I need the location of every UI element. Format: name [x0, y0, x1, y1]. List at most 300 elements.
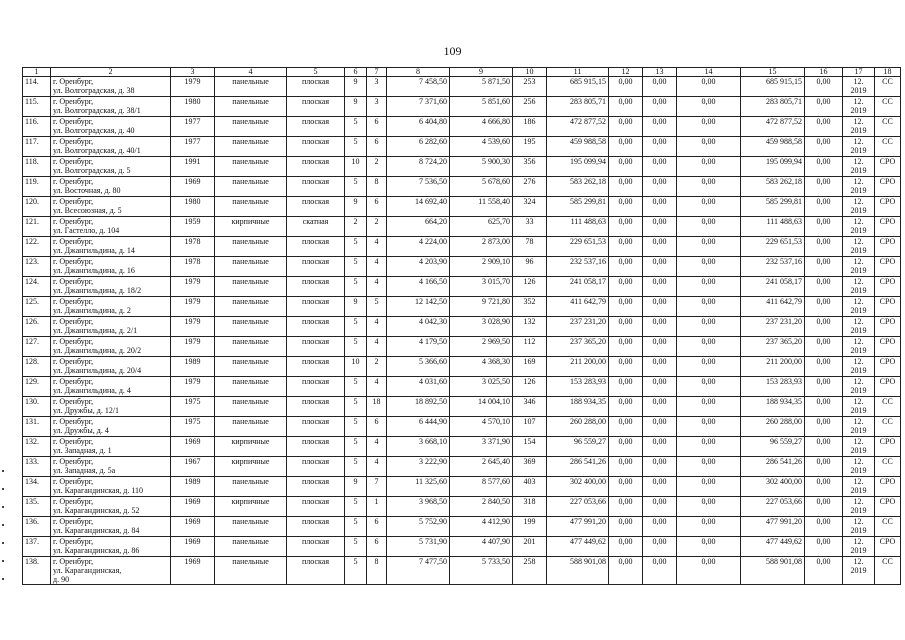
total-cost-cell: 411 642,79: [741, 297, 805, 317]
period-line: 2019: [850, 346, 867, 355]
period-line: 2019: [850, 366, 867, 375]
value-cell: 0,00: [805, 457, 843, 477]
value-cell: 0,00: [677, 137, 741, 157]
value-cell: 0,00: [643, 417, 677, 437]
table-row: [23, 197, 901, 217]
cost-cell: 227 053,66: [547, 497, 609, 517]
roof-type-cell: плоская: [287, 157, 345, 177]
total-area-cell: 5 731,90: [387, 537, 450, 557]
period-line: 2019: [850, 246, 867, 255]
row-number: 124.: [23, 277, 51, 297]
entrances-cell: 5: [367, 297, 387, 317]
row-number: 123.: [23, 257, 51, 277]
period-line: 12.: [853, 237, 864, 246]
address-line: ул. Джангильдина, д. 16: [53, 266, 135, 275]
roof-type-cell: скатная: [287, 217, 345, 237]
total-area-cell: 3 668,10: [387, 437, 450, 457]
period-line: 2019: [850, 506, 867, 515]
value-cell: 0,00: [677, 217, 741, 237]
total-cost-cell: 477 991,20: [741, 517, 805, 537]
entrances-cell: 6: [367, 517, 387, 537]
period-line: 12.: [853, 117, 864, 126]
method-cell: СС: [875, 557, 901, 585]
total-area-cell: 4 179,50: [387, 337, 450, 357]
address-line: ул. Гастелло, д. 104: [53, 226, 120, 235]
address-line: ул. Карагандинская, д. 52: [53, 506, 140, 515]
period-cell: [843, 77, 875, 97]
method-cell: СРО: [875, 217, 901, 237]
address-line: г. Оренбург,: [53, 217, 94, 226]
method-cell: СРО: [875, 497, 901, 517]
period-line: 2019: [850, 206, 867, 215]
value-cell: 0,00: [609, 217, 643, 237]
total-cost-cell: 685 915,15: [741, 77, 805, 97]
period-line: 12.: [853, 397, 864, 406]
column-number-13: 13: [643, 68, 677, 77]
wall-material-cell: панельные: [215, 157, 287, 177]
value-cell: 0,00: [805, 537, 843, 557]
period-line: 12.: [853, 377, 864, 386]
value-cell: 0,00: [805, 257, 843, 277]
address-line: ул. Волгоградская, д. 40/1: [53, 146, 141, 155]
floors-cell: 5: [345, 397, 367, 417]
value-cell: 0,00: [643, 217, 677, 237]
cost-cell: 472 877,52: [547, 117, 609, 137]
value-cell: 0,00: [609, 397, 643, 417]
floors-cell: 2: [345, 217, 367, 237]
period-cell: [843, 257, 875, 277]
total-area-cell: 664,20: [387, 217, 450, 237]
entrances-cell: 4: [367, 257, 387, 277]
year-cell: 1978: [171, 257, 215, 277]
total-area-cell: 6 404,80: [387, 117, 450, 137]
method-cell: СС: [875, 77, 901, 97]
period-line: 12.: [853, 257, 864, 266]
table-row: [23, 377, 901, 397]
value-cell: 0,00: [677, 557, 741, 585]
total-cost-cell: 583 262,18: [741, 177, 805, 197]
method-cell: СРО: [875, 257, 901, 277]
cost-cell: 283 805,71: [547, 97, 609, 117]
residents-cell: 346: [513, 397, 547, 417]
address-cell: [51, 97, 171, 117]
address-cell: [51, 357, 171, 377]
floors-cell: 5: [345, 337, 367, 357]
cost-cell: 232 537,16: [547, 257, 609, 277]
year-cell: 1978: [171, 237, 215, 257]
living-area-cell: 3 371,90: [450, 437, 513, 457]
total-area-cell: 5 752,90: [387, 517, 450, 537]
method-cell: СС: [875, 417, 901, 437]
address-line: ул. Джангильдина, д. 2/1: [53, 326, 138, 335]
period-line: 12.: [853, 137, 864, 146]
value-cell: 0,00: [643, 377, 677, 397]
wall-material-cell: кирпичные: [215, 457, 287, 477]
year-cell: 1975: [171, 417, 215, 437]
residents-cell: 96: [513, 257, 547, 277]
entrances-cell: 4: [367, 377, 387, 397]
address-line: г. Оренбург,: [53, 377, 94, 386]
value-cell: 0,00: [805, 157, 843, 177]
roof-type-cell: плоская: [287, 357, 345, 377]
period-line: 2019: [850, 266, 867, 275]
cost-cell: 229 651,53: [547, 237, 609, 257]
total-area-cell: 4 042,30: [387, 317, 450, 337]
period-line: 12.: [853, 457, 864, 466]
table-row: [23, 297, 901, 317]
row-number: 121.: [23, 217, 51, 237]
value-cell: 0,00: [609, 557, 643, 585]
method-cell: СРО: [875, 537, 901, 557]
total-area-cell: 11 325,60: [387, 477, 450, 497]
period-cell: [843, 357, 875, 377]
entrances-cell: 2: [367, 157, 387, 177]
row-number: 118.: [23, 157, 51, 177]
address-cell: [51, 337, 171, 357]
table-row: [23, 97, 901, 117]
floors-cell: 5: [345, 177, 367, 197]
address-cell: [51, 557, 171, 585]
year-cell: 1969: [171, 537, 215, 557]
period-cell: [843, 117, 875, 137]
address-line: ул. Волгоградская, д. 5: [53, 166, 131, 175]
value-cell: 0,00: [609, 77, 643, 97]
residents-cell: 324: [513, 197, 547, 217]
column-number-1: 1: [23, 68, 51, 77]
method-cell: СРО: [875, 357, 901, 377]
total-cost-cell: 229 651,53: [741, 237, 805, 257]
living-area-cell: 4 412,90: [450, 517, 513, 537]
value-cell: 0,00: [643, 277, 677, 297]
table-row: [23, 137, 901, 157]
value-cell: 0,00: [805, 217, 843, 237]
year-cell: 1967: [171, 457, 215, 477]
page-number: 109: [443, 44, 462, 58]
table-row: [23, 557, 901, 585]
period-line: 12.: [853, 157, 864, 166]
method-cell: СРО: [875, 157, 901, 177]
year-cell: 1979: [171, 317, 215, 337]
living-area-cell: 4 368,30: [450, 357, 513, 377]
value-cell: 0,00: [677, 157, 741, 177]
row-number: 125.: [23, 297, 51, 317]
wall-material-cell: панельные: [215, 377, 287, 397]
year-cell: 1991: [171, 157, 215, 177]
row-number: 133.: [23, 457, 51, 477]
value-cell: 0,00: [677, 177, 741, 197]
entrances-cell: 3: [367, 97, 387, 117]
wall-material-cell: панельные: [215, 257, 287, 277]
address-line: г. Оренбург,: [53, 117, 94, 126]
total-cost-cell: 237 365,20: [741, 337, 805, 357]
address-cell: [51, 237, 171, 257]
floors-cell: 9: [345, 197, 367, 217]
address-line: г. Оренбург,: [53, 397, 94, 406]
value-cell: 0,00: [805, 177, 843, 197]
table-row: [23, 157, 901, 177]
living-area-cell: 4 539,60: [450, 137, 513, 157]
total-area-cell: 6 282,60: [387, 137, 450, 157]
cost-cell: 211 200,00: [547, 357, 609, 377]
residents-cell: 33: [513, 217, 547, 237]
residents-cell: 253: [513, 77, 547, 97]
residents-cell: 78: [513, 237, 547, 257]
year-cell: 1989: [171, 357, 215, 377]
address-line: ул. Карагандинская,: [53, 566, 122, 575]
period-line: 2019: [850, 466, 867, 475]
wall-material-cell: кирпичные: [215, 217, 287, 237]
method-cell: СС: [875, 517, 901, 537]
year-cell: 1979: [171, 377, 215, 397]
value-cell: 0,00: [643, 137, 677, 157]
value-cell: 0,00: [805, 497, 843, 517]
column-number-2: 2: [51, 68, 171, 77]
living-area-cell: 3 015,70: [450, 277, 513, 297]
cost-cell: 237 365,20: [547, 337, 609, 357]
table-row: [23, 317, 901, 337]
cost-cell: 260 288,00: [547, 417, 609, 437]
floors-cell: 9: [345, 77, 367, 97]
address-cell: [51, 197, 171, 217]
value-cell: 0,00: [805, 237, 843, 257]
address-line: г. Оренбург,: [53, 237, 94, 246]
living-area-cell: 2 873,00: [450, 237, 513, 257]
period-line: 2019: [850, 486, 867, 495]
entrances-cell: 2: [367, 217, 387, 237]
total-area-cell: 8 724,20: [387, 157, 450, 177]
total-cost-cell: 195 099,94: [741, 157, 805, 177]
address-line: г. Оренбург,: [53, 417, 94, 426]
row-number: 138.: [23, 557, 51, 585]
period-line: 2019: [850, 106, 867, 115]
period-line: 12.: [853, 517, 864, 526]
value-cell: 0,00: [805, 417, 843, 437]
table-header: [23, 68, 901, 77]
year-cell: 1959: [171, 217, 215, 237]
period-cell: [843, 377, 875, 397]
period-cell: [843, 497, 875, 517]
address-line: ул. Джангильдина, д. 18/2: [53, 286, 142, 295]
wall-material-cell: панельные: [215, 537, 287, 557]
address-line: ул. Волгоградская, д. 40: [53, 126, 135, 135]
column-number-15: 15: [741, 68, 805, 77]
period-line: 12.: [853, 497, 864, 506]
period-line: 12.: [853, 297, 864, 306]
value-cell: 0,00: [609, 97, 643, 117]
year-cell: 1969: [171, 557, 215, 585]
value-cell: 0,00: [643, 517, 677, 537]
value-cell: 0,00: [643, 497, 677, 517]
method-cell: СРО: [875, 197, 901, 217]
column-number-11: 11: [547, 68, 609, 77]
residents-cell: 403: [513, 477, 547, 497]
value-cell: 0,00: [609, 477, 643, 497]
address-line: ул. Карагандинская, д. 86: [53, 546, 140, 555]
residents-cell: 195: [513, 137, 547, 157]
year-cell: 1979: [171, 77, 215, 97]
period-cell: [843, 297, 875, 317]
period-cell: [843, 397, 875, 417]
wall-material-cell: панельные: [215, 517, 287, 537]
address-line: г. Оренбург,: [53, 457, 94, 466]
floors-cell: 9: [345, 477, 367, 497]
row-number: 137.: [23, 537, 51, 557]
value-cell: 0,00: [643, 297, 677, 317]
total-cost-cell: 111 488,63: [741, 217, 805, 237]
entrances-cell: 4: [367, 277, 387, 297]
cost-cell: 685 915,15: [547, 77, 609, 97]
roof-type-cell: плоская: [287, 557, 345, 585]
address-cell: [51, 377, 171, 397]
floors-cell: 10: [345, 157, 367, 177]
cost-cell: 195 099,94: [547, 157, 609, 177]
value-cell: 0,00: [643, 437, 677, 457]
value-cell: 0,00: [609, 537, 643, 557]
value-cell: 0,00: [643, 237, 677, 257]
entrances-cell: 8: [367, 177, 387, 197]
residents-cell: 276: [513, 177, 547, 197]
address-cell: [51, 477, 171, 497]
period-line: 12.: [853, 177, 864, 186]
total-cost-cell: 227 053,66: [741, 497, 805, 517]
floors-cell: 5: [345, 117, 367, 137]
living-area-cell: 14 004,10: [450, 397, 513, 417]
entrances-cell: 6: [367, 137, 387, 157]
value-cell: 0,00: [609, 337, 643, 357]
floors-cell: 5: [345, 497, 367, 517]
roof-type-cell: плоская: [287, 297, 345, 317]
total-cost-cell: 283 805,71: [741, 97, 805, 117]
value-cell: 0,00: [643, 97, 677, 117]
period-line: 2019: [850, 406, 867, 415]
address-line: ул. Восточная, д. 80: [53, 186, 121, 195]
period-line: 2019: [850, 426, 867, 435]
address-line: ул. Всесоюзная, д. 5: [53, 206, 122, 215]
cost-cell: 302 400,00: [547, 477, 609, 497]
cost-cell: 585 299,81: [547, 197, 609, 217]
floors-cell: 5: [345, 437, 367, 457]
value-cell: 0,00: [677, 77, 741, 97]
method-cell: СРО: [875, 177, 901, 197]
period-line: 12.: [853, 437, 864, 446]
period-line: 12.: [853, 557, 864, 566]
period-line: 12.: [853, 277, 864, 286]
living-area-cell: 2 909,10: [450, 257, 513, 277]
address-line: г. Оренбург,: [53, 557, 94, 566]
period-line: 12.: [853, 337, 864, 346]
address-line: г. Оренбург,: [53, 277, 94, 286]
wall-material-cell: панельные: [215, 357, 287, 377]
period-line: 12.: [853, 77, 864, 86]
total-area-cell: 4 031,60: [387, 377, 450, 397]
roof-type-cell: плоская: [287, 397, 345, 417]
period-line: 12.: [853, 537, 864, 546]
period-line: 2019: [850, 126, 867, 135]
total-cost-cell: 188 934,35: [741, 397, 805, 417]
value-cell: 0,00: [609, 177, 643, 197]
wall-material-cell: панельные: [215, 117, 287, 137]
value-cell: 0,00: [609, 437, 643, 457]
year-cell: 1969: [171, 177, 215, 197]
table-row: [23, 257, 901, 277]
floors-cell: 9: [345, 97, 367, 117]
period-line: 2019: [850, 306, 867, 315]
address-cell: [51, 77, 171, 97]
value-cell: 0,00: [643, 157, 677, 177]
value-cell: 0,00: [805, 77, 843, 97]
period-cell: [843, 217, 875, 237]
table-row: [23, 537, 901, 557]
total-cost-cell: 96 559,27: [741, 437, 805, 457]
value-cell: 0,00: [609, 417, 643, 437]
residents-cell: 258: [513, 557, 547, 585]
row-number: 128.: [23, 357, 51, 377]
scan-edge-marks: [2, 470, 5, 620]
period-line: 12.: [853, 97, 864, 106]
period-line: 2019: [850, 386, 867, 395]
value-cell: 0,00: [805, 97, 843, 117]
period-cell: [843, 137, 875, 157]
value-cell: 0,00: [643, 317, 677, 337]
total-cost-cell: 302 400,00: [741, 477, 805, 497]
address-cell: [51, 397, 171, 417]
value-cell: 0,00: [609, 137, 643, 157]
residents-cell: 369: [513, 457, 547, 477]
floors-cell: 5: [345, 557, 367, 585]
table-row: [23, 457, 901, 477]
floors-cell: 5: [345, 277, 367, 297]
method-cell: СРО: [875, 437, 901, 457]
period-line: 12.: [853, 197, 864, 206]
value-cell: 0,00: [677, 317, 741, 337]
period-line: 2019: [850, 226, 867, 235]
living-area-cell: 5 871,50: [450, 77, 513, 97]
address-line: ул. Западная, д. 1: [53, 446, 112, 455]
method-cell: СС: [875, 457, 901, 477]
wall-material-cell: панельные: [215, 477, 287, 497]
row-number: 130.: [23, 397, 51, 417]
entrances-cell: 1: [367, 497, 387, 517]
row-number: 126.: [23, 317, 51, 337]
cost-cell: 188 934,35: [547, 397, 609, 417]
table-row: [23, 397, 901, 417]
row-number: 115.: [23, 97, 51, 117]
table-row: [23, 217, 901, 237]
residents-cell: 352: [513, 297, 547, 317]
column-number-18: 18: [875, 68, 901, 77]
total-area-cell: 4 166,50: [387, 277, 450, 297]
period-cell: [843, 477, 875, 497]
value-cell: 0,00: [677, 497, 741, 517]
value-cell: 0,00: [643, 457, 677, 477]
period-cell: [843, 157, 875, 177]
value-cell: 0,00: [643, 537, 677, 557]
table-body: [23, 77, 901, 585]
value-cell: 0,00: [805, 377, 843, 397]
column-number-16: 16: [805, 68, 843, 77]
cost-cell: 237 231,20: [547, 317, 609, 337]
entrances-cell: 6: [367, 117, 387, 137]
value-cell: 0,00: [643, 337, 677, 357]
year-cell: 1979: [171, 337, 215, 357]
address-cell: [51, 277, 171, 297]
method-cell: СС: [875, 97, 901, 117]
address-line: г. Оренбург,: [53, 257, 94, 266]
row-number: 127.: [23, 337, 51, 357]
address-line: д. 90: [53, 575, 70, 584]
cost-cell: 477 991,20: [547, 517, 609, 537]
roof-type-cell: плоская: [287, 417, 345, 437]
